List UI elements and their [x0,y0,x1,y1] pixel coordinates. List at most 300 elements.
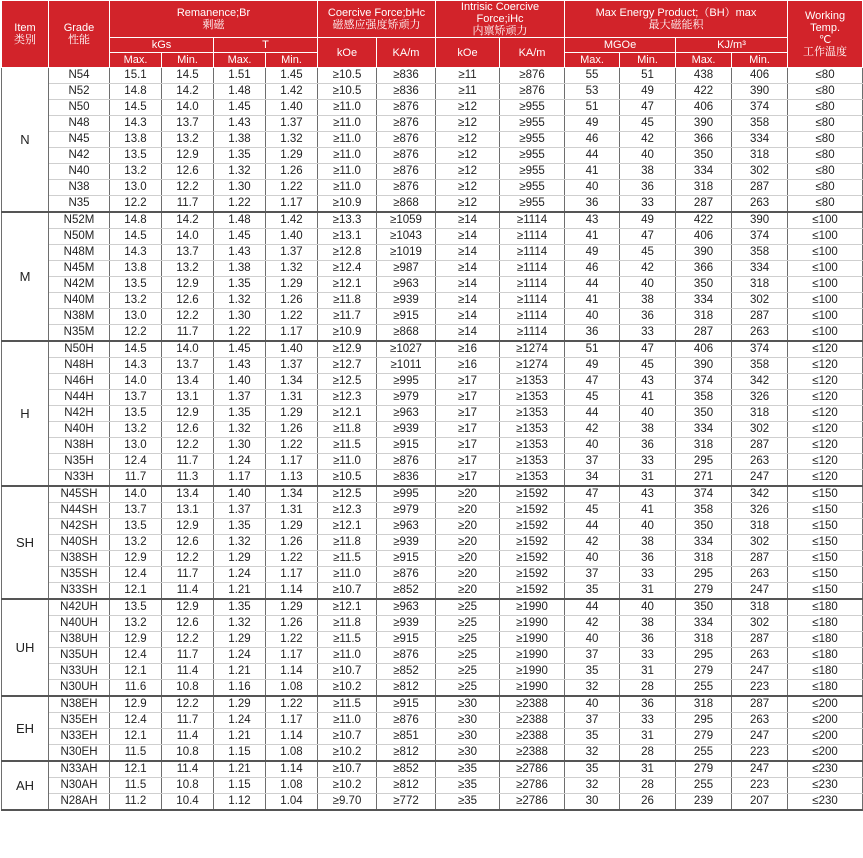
table-row [2,696,863,713]
value-cell: 287 [732,696,788,713]
value-cell: ≥25 [436,632,500,648]
value-cell: 14.3 [110,245,162,261]
value-cell: 1.12 [214,794,266,811]
value-cell: ≥1990 [500,616,565,632]
table-row [2,100,863,116]
value-cell: ≥17 [436,374,500,390]
value-cell: 42 [565,616,620,632]
value-cell: 1.26 [266,535,318,551]
value-cell: ≤80 [788,84,863,100]
value-cell: ≥11.0 [318,713,377,729]
value-cell: 13.7 [162,116,214,132]
value-cell: ≥10.2 [318,680,377,697]
value-cell: 12.2 [162,696,214,713]
value-cell: ≥1011 [377,358,436,374]
value-cell: 1.24 [214,454,266,470]
value-cell: 334 [732,261,788,277]
value-cell: 12.2 [162,180,214,196]
value-cell: ≤150 [788,567,863,583]
value-cell: 41 [620,390,676,406]
value-cell: 12.9 [162,148,214,164]
value-cell: ≥25 [436,648,500,664]
value-cell: 51 [620,68,676,84]
grade-cell: N48 [49,116,110,132]
value-cell: 47 [620,341,676,358]
value-cell: 12.1 [110,664,162,680]
value-cell: ≥995 [377,486,436,503]
value-cell: ≥9.70 [318,794,377,811]
value-cell: ≤80 [788,148,863,164]
value-cell: 49 [620,84,676,100]
value-cell: 1.34 [266,486,318,503]
table-row [2,745,863,762]
value-cell: ≥10.9 [318,196,377,213]
value-cell: 14.0 [162,229,214,245]
value-cell: 37 [565,648,620,664]
value-cell: ≥10.2 [318,745,377,762]
grade-cell: N33UH [49,664,110,680]
value-cell: ≥17 [436,438,500,454]
value-cell: 40 [620,406,676,422]
value-cell: ≥11.5 [318,632,377,648]
value-cell: 49 [565,116,620,132]
value-cell: 326 [732,390,788,406]
value-cell: 374 [732,341,788,358]
value-cell: 318 [732,599,788,616]
grade-cell: N38SH [49,551,110,567]
unit-kam-bhc: KA/m [377,38,436,68]
value-cell: 1.17 [266,713,318,729]
value-cell: ≥852 [377,761,436,778]
value-cell: 1.43 [214,116,266,132]
value-cell: 51 [565,341,620,358]
value-cell: ≥35 [436,761,500,778]
header-temp [788,1,863,68]
value-cell: 13.4 [162,486,214,503]
table-row [2,648,863,664]
unit-kjm3: KJ/m³ [676,38,788,53]
table-row [2,68,863,84]
value-cell: ≥1114 [500,212,565,229]
value-cell: 12.1 [110,761,162,778]
value-cell: ≥955 [500,196,565,213]
header-energy-en: Max Energy Product;（BH）max [595,7,757,19]
value-cell: 31 [620,470,676,487]
value-cell: ≤100 [788,293,863,309]
value-cell: 38 [620,422,676,438]
value-cell: 1.29 [266,277,318,293]
value-cell: 12.2 [162,438,214,454]
value-cell: ≥1353 [500,406,565,422]
value-cell: 318 [676,632,732,648]
value-cell: 33 [620,325,676,342]
value-cell: 38 [620,535,676,551]
value-cell: 1.14 [266,583,318,600]
table-row [2,212,863,229]
value-cell: 1.08 [266,745,318,762]
value-cell: 263 [732,713,788,729]
value-cell: 1.43 [214,245,266,261]
value-cell: 1.08 [266,680,318,697]
value-cell: 14.0 [110,486,162,503]
value-cell: 318 [676,309,732,325]
value-cell: 14.8 [110,84,162,100]
table-row [2,583,863,600]
value-cell: 44 [565,599,620,616]
value-cell: 287 [732,438,788,454]
table-row [2,277,863,293]
value-cell: 326 [732,503,788,519]
value-cell: ≥25 [436,599,500,616]
header-remanence-cn: 剩磁 [202,19,225,31]
value-cell: 1.30 [214,309,266,325]
value-cell: 263 [732,454,788,470]
value-cell: 12.9 [162,599,214,616]
value-cell: 279 [676,664,732,680]
value-cell: ≥955 [500,164,565,180]
bh-mgoe-min: Min. [620,53,676,68]
table-row [2,406,863,422]
value-cell: ≥12 [436,132,500,148]
value-cell: 302 [732,293,788,309]
header-item-cn: 类别 [14,34,36,46]
header-temp-unit: ℃ [818,34,832,46]
unit-t: T [214,38,318,53]
value-cell: 49 [565,245,620,261]
grade-cell: N44H [49,390,110,406]
table-row [2,148,863,164]
table-row [2,196,863,213]
value-cell: 1.21 [214,583,266,600]
value-cell: 49 [620,212,676,229]
value-cell: ≥12.3 [318,390,377,406]
value-cell: 1.30 [214,180,266,196]
value-cell: 47 [565,486,620,503]
unit-kam-ihc: KA/m [500,38,565,68]
value-cell: 406 [732,68,788,84]
grade-cell: N48M [49,245,110,261]
value-cell: 13.7 [162,245,214,261]
value-cell: 390 [676,358,732,374]
value-cell: 40 [565,438,620,454]
value-cell: 38 [620,616,676,632]
value-cell: ≥14 [436,245,500,261]
value-cell: 12.9 [162,406,214,422]
header-grade-cn: 性能 [68,34,90,46]
value-cell: 302 [732,535,788,551]
value-cell: 255 [676,745,732,762]
category-cell: SH [2,486,49,599]
value-cell: ≤80 [788,100,863,116]
value-cell: ≥17 [436,406,500,422]
value-cell: ≤120 [788,422,863,438]
value-cell: ≥2388 [500,745,565,762]
value-cell: 263 [732,196,788,213]
value-cell: ≥30 [436,696,500,713]
value-cell: 279 [676,761,732,778]
value-cell: ≤230 [788,761,863,778]
table-row [2,664,863,680]
value-cell: 318 [676,696,732,713]
value-cell: ≤120 [788,358,863,374]
grade-cell: N38UH [49,632,110,648]
value-cell: 14.5 [162,68,214,84]
value-cell: 287 [676,325,732,342]
value-cell: 302 [732,422,788,438]
value-cell: 14.0 [162,341,214,358]
value-cell: 11.7 [162,196,214,213]
value-cell: 302 [732,164,788,180]
value-cell: 31 [620,761,676,778]
header-coercive-en: Coercive Force;bHc [327,7,426,19]
value-cell: ≤230 [788,778,863,794]
value-cell: ≥1114 [500,229,565,245]
value-cell: 13.7 [110,390,162,406]
value-cell: 295 [676,567,732,583]
value-cell: 34 [565,470,620,487]
value-cell: 13.2 [110,535,162,551]
value-cell: 13.8 [110,132,162,148]
value-cell: 13.5 [110,599,162,616]
value-cell: 1.29 [214,696,266,713]
value-cell: ≥10.9 [318,325,377,342]
value-cell: ≥1114 [500,309,565,325]
value-cell: ≥11.5 [318,438,377,454]
value-cell: 13.4 [162,374,214,390]
value-cell: 263 [732,648,788,664]
value-cell: ≥12.1 [318,519,377,535]
value-cell: 40 [565,551,620,567]
value-cell: 1.40 [214,374,266,390]
value-cell: 13.2 [162,132,214,148]
value-cell: 1.37 [266,358,318,374]
value-cell: 1.21 [214,761,266,778]
value-cell: 35 [565,583,620,600]
value-cell: ≥11.8 [318,535,377,551]
value-cell: 11.5 [110,778,162,794]
grade-cell: N35 [49,196,110,213]
grade-cell: N50M [49,229,110,245]
value-cell: 12.4 [110,454,162,470]
value-cell: 1.35 [214,277,266,293]
value-cell: ≥20 [436,567,500,583]
grade-cell: N42M [49,277,110,293]
value-cell: 13.0 [110,309,162,325]
value-cell: ≤180 [788,680,863,697]
value-cell: 1.37 [214,390,266,406]
value-cell: ≥35 [436,778,500,794]
bh-kjm3-max: Max. [676,53,732,68]
value-cell: ≥1274 [500,341,565,358]
value-cell: 334 [732,132,788,148]
value-cell: 358 [732,358,788,374]
value-cell: 14.5 [110,229,162,245]
value-cell: ≤100 [788,229,863,245]
value-cell: 31 [620,583,676,600]
value-cell: 1.40 [266,100,318,116]
value-cell: 334 [676,535,732,551]
value-cell: 13.7 [110,503,162,519]
value-cell: 38 [620,164,676,180]
value-cell: ≥812 [377,745,436,762]
value-cell: ≥11.0 [318,132,377,148]
grade-cell: N50 [49,100,110,116]
value-cell: ≥2388 [500,696,565,713]
value-cell: ≥20 [436,535,500,551]
value-cell: ≥2388 [500,729,565,745]
value-cell: 12.6 [162,422,214,438]
value-cell: 13.2 [110,422,162,438]
value-cell: 350 [676,519,732,535]
value-cell: 13.8 [110,261,162,277]
value-cell: ≥1353 [500,454,565,470]
value-cell: ≥939 [377,535,436,551]
value-cell: 1.40 [266,229,318,245]
value-cell: ≥852 [377,664,436,680]
grade-cell: N38 [49,180,110,196]
grade-cell: N42 [49,148,110,164]
value-cell: 1.26 [266,616,318,632]
value-cell: 318 [676,180,732,196]
value-cell: 1.17 [266,196,318,213]
value-cell: ≤80 [788,132,863,148]
value-cell: ≤80 [788,164,863,180]
table-header [2,1,863,68]
value-cell: ≥955 [500,180,565,196]
grade-cell: N40UH [49,616,110,632]
table-row [2,551,863,567]
value-cell: ≥14 [436,261,500,277]
value-cell: ≥14 [436,309,500,325]
value-cell: ≤100 [788,261,863,277]
value-cell: 41 [565,164,620,180]
value-cell: ≤100 [788,212,863,229]
value-cell: 12.9 [162,277,214,293]
value-cell: 11.4 [162,729,214,745]
header-grade-en: Grade [63,22,95,34]
value-cell: ≥836 [377,470,436,487]
value-cell: 36 [565,325,620,342]
value-cell: ≥14 [436,293,500,309]
value-cell: 350 [676,277,732,293]
value-cell: ≥17 [436,470,500,487]
value-cell: 287 [732,309,788,325]
value-cell: 334 [676,422,732,438]
table-row [2,374,863,390]
value-cell: 30 [565,794,620,811]
value-cell: ≥1592 [500,535,565,551]
bh-kjm3-min: Min. [732,53,788,68]
value-cell: ≤150 [788,519,863,535]
value-cell: ≤200 [788,713,863,729]
value-cell: 295 [676,713,732,729]
value-cell: 1.37 [266,116,318,132]
value-cell: ≥10.5 [318,84,377,100]
value-cell: 1.30 [214,438,266,454]
value-cell: 1.38 [214,132,266,148]
table-row [2,713,863,729]
value-cell: ≥11.0 [318,648,377,664]
value-cell: ≥12 [436,196,500,213]
grade-cell: N40H [49,422,110,438]
table-row [2,180,863,196]
value-cell: 255 [676,778,732,794]
header-item [2,1,49,68]
value-cell: 35 [565,664,620,680]
value-cell: 318 [676,551,732,567]
value-cell: ≥12.3 [318,503,377,519]
category-cell: N [2,68,49,213]
table-row [2,729,863,745]
grade-cell: N50H [49,341,110,358]
grade-cell: N38EH [49,696,110,713]
value-cell: 40 [565,632,620,648]
value-cell: 49 [565,358,620,374]
br-kgs-min: Min. [162,53,214,68]
value-cell: 41 [565,293,620,309]
value-cell: 12.4 [110,713,162,729]
br-t-min: Min. [266,53,318,68]
value-cell: 13.7 [162,358,214,374]
value-cell: ≤150 [788,486,863,503]
value-cell: 1.26 [266,164,318,180]
value-cell: ≥876 [377,164,436,180]
value-cell: 390 [732,84,788,100]
value-cell: 14.3 [110,358,162,374]
value-cell: 11.7 [162,648,214,664]
value-cell: ≥963 [377,406,436,422]
value-cell: 13.5 [110,519,162,535]
value-cell: ≤150 [788,551,863,567]
value-cell: 14.8 [110,212,162,229]
header-remanence-en: Remanence;Br [176,7,251,19]
value-cell: ≥12.5 [318,374,377,390]
value-cell: 350 [676,148,732,164]
value-cell: 28 [620,778,676,794]
value-cell: 33 [620,196,676,213]
grade-cell: N42UH [49,599,110,616]
value-cell: 1.22 [266,180,318,196]
value-cell: 10.8 [162,680,214,697]
value-cell: ≤180 [788,648,863,664]
value-cell: 1.15 [214,778,266,794]
header-temp-en2: Temp. [810,22,841,34]
table-row [2,761,863,778]
table-row [2,454,863,470]
value-cell: 11.5 [110,745,162,762]
value-cell: 12.6 [162,535,214,551]
value-cell: 366 [676,132,732,148]
value-cell: 11.4 [162,761,214,778]
table-row [2,632,863,648]
value-cell: ≥20 [436,551,500,567]
grade-cell: N42SH [49,519,110,535]
unit-mgoe: MGOe [565,38,676,53]
value-cell: ≥25 [436,680,500,697]
header-intrinsic-cn: 内禀矫顽力 [472,25,528,37]
value-cell: 358 [732,116,788,132]
value-cell: 45 [620,116,676,132]
value-cell: 33 [620,713,676,729]
value-cell: ≥12 [436,116,500,132]
value-cell: ≥851 [377,729,436,745]
value-cell: 223 [732,680,788,697]
value-cell: ≥12.8 [318,245,377,261]
table-row [2,422,863,438]
value-cell: 1.35 [214,519,266,535]
table-row [2,503,863,519]
value-cell: 32 [565,778,620,794]
